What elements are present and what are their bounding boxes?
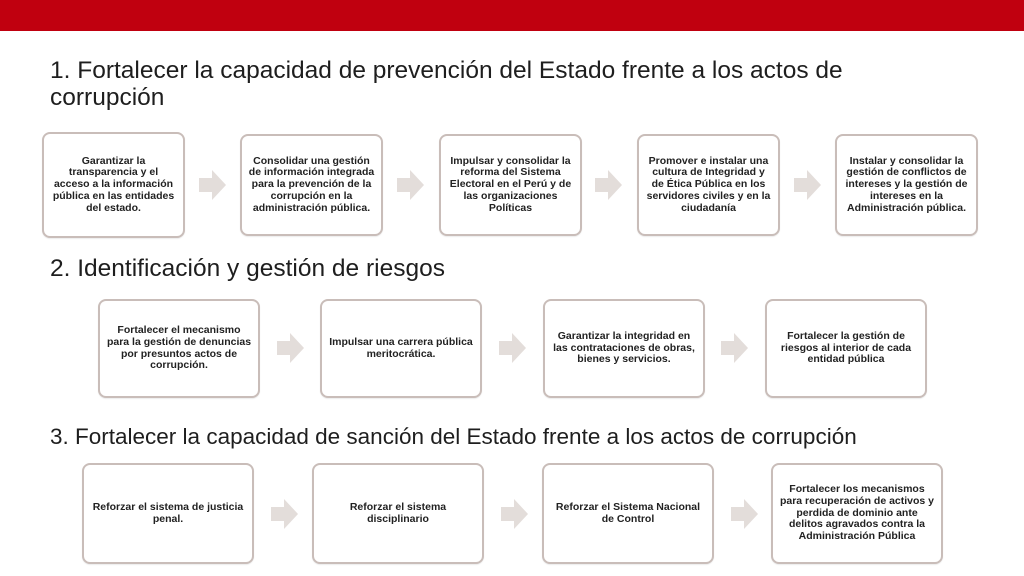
section-2-arrow-3 [721,333,748,363]
section-3-arrow-3 [731,499,758,529]
section-1-step-1: Garantizar la transparencia y el acceso a la información pública en las entidades del estado. [42,132,185,238]
section-3-step-2: Reforzar el sistema disciplinario [312,463,484,564]
section-3-title: 3. Fortalecer la capacidad de sanción del Estado frente a los actos de corrupción [50,424,857,449]
section-3-arrow-1 [271,499,298,529]
section-3-step-1: Reforzar el sistema de justicia penal. [82,463,254,564]
section-2-step-4: Fortalecer la gestión de riesgos al interior de cada entidad pública [765,299,927,398]
section-1-step-3: Impulsar y consolidar la reforma del Sistema Electoral en el Perú y de las organizaciones Políticas [439,134,582,236]
section-1-arrow-2 [397,170,424,200]
top-accent-bar [0,0,1024,31]
section-1-arrow-4 [794,170,821,200]
section-1-step-2: Consolidar una gestión de información integrada para la prevención de la corrupción en la administración pública. [240,134,383,236]
section-1-title: 1. Fortalecer la capacidad de prevención del Estado frente a los actos de corrupción [50,57,843,112]
section-2-arrow-1 [277,333,304,363]
section-3-arrow-2 [501,499,528,529]
section-2-arrow-2 [499,333,526,363]
section-1-arrow-1 [199,170,226,200]
section-2-title: 2. Identificación y gestión de riesgos [50,255,445,282]
section-1-step-5: Instalar y consolidar la gestión de conflictos de intereses y la gestión de intereses en la Administración pública. [835,134,978,236]
section-3-step-3: Reforzar el Sistema Nacional de Control [542,463,714,564]
section-3-step-4: Fortalecer los mecanismos para recuperación de activos y perdida de dominio ante delitos agravados contra la Administración Pública [771,463,943,564]
section-2-step-1: Fortalecer el mecanismo para la gestión de denuncias por presuntos actos de corrupción. [98,299,260,398]
section-1-arrow-3 [595,170,622,200]
section-2-step-2: Impulsar una carrera pública meritocrática. [320,299,482,398]
section-1-step-4: Promover e instalar una cultura de Integridad y de Ética Pública en los servidores civiles y en la ciudadanía [637,134,780,236]
section-2-step-3: Garantizar la integridad en las contrataciones de obras, bienes y servicios. [543,299,705,398]
